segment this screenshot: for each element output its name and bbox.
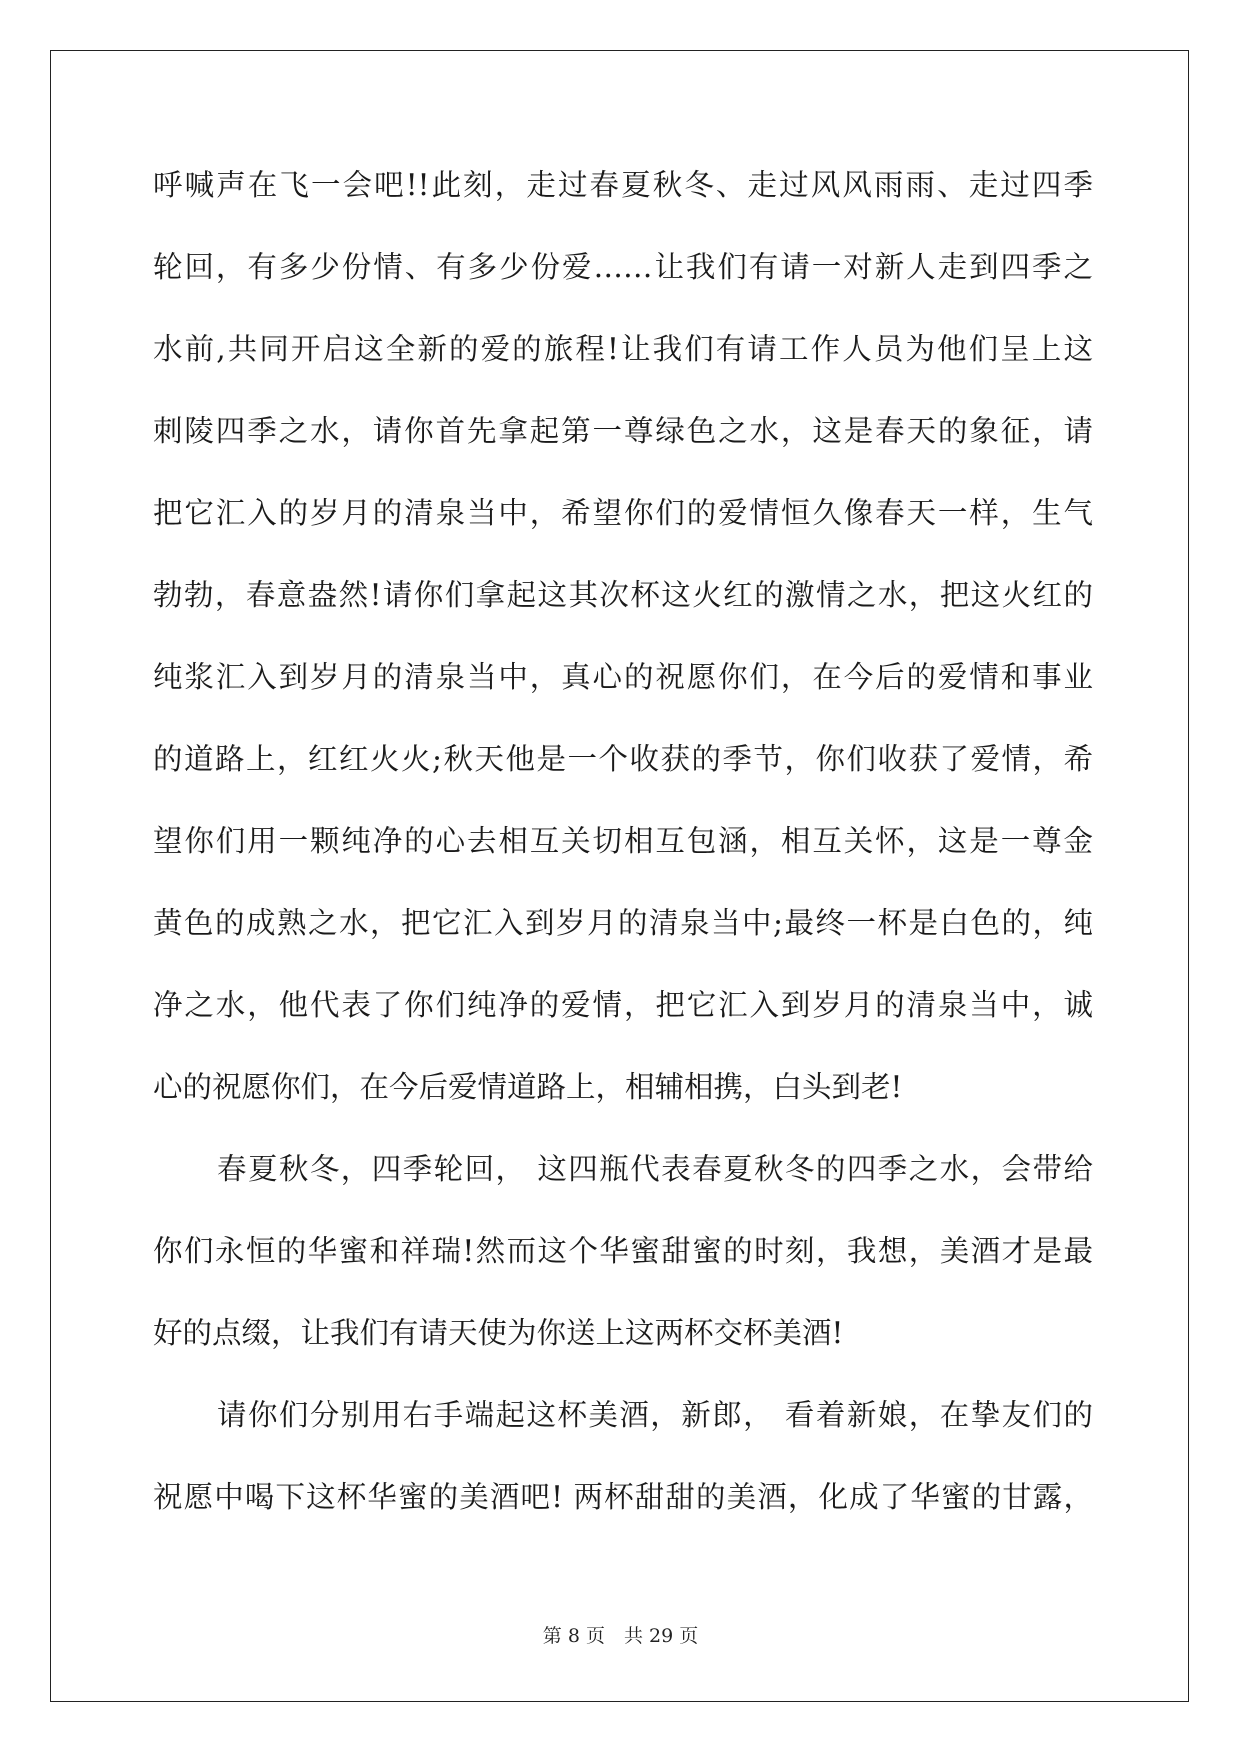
text-line: 黄色的成熟之水，把它汇入到岁月的清泉当中;最终一杯是白色的，纯: [153, 906, 1093, 940]
paragraph-first-line: 春夏秋冬，四季轮回， 这四瓶代表春夏秋冬的四季之水，会带给: [217, 1152, 1093, 1186]
text-line: 的道路上，红红火火;秋天他是一个收获的季节，你们收获了爱情，希: [153, 742, 1093, 776]
page-number-footer: [0, 1621, 1241, 1648]
text-line: 勃勃，春意盎然!请你们拿起这其次杯这火红的激情之水，把这火红的: [153, 578, 1093, 612]
text-line: 好的点缀，让我们有请天使为你送上这两杯交杯美酒!: [153, 1316, 844, 1350]
text-line: 纯浆汇入到岁月的清泉当中，真心的祝愿你们，在今后的爱情和事业: [153, 660, 1093, 694]
text-line: 祝愿中喝下这杯华蜜的美酒吧! 两杯甜甜的美酒，化成了华蜜的甘露，: [153, 1480, 1093, 1514]
text-line: 呼喊声在飞一会吧!!此刻，走过春夏秋冬、走过风风雨雨、走过四季: [153, 168, 1093, 202]
document-body: [153, 160, 1093, 1554]
text-line: 你们永恒的华蜜和祥瑞!然而这个华蜜甜蜜的时刻，我想，美酒才是最: [153, 1234, 1093, 1268]
text-line: 轮回，有多少份情、有多少份爱……让我们有请一对新人走到四季之: [153, 250, 1093, 284]
text-line: 把它汇入的岁月的清泉当中，希望你们的爱情恒久像春天一样，生气: [153, 496, 1093, 530]
text-line: 净之水，他代表了你们纯净的爱情，把它汇入到岁月的清泉当中，诚: [153, 988, 1093, 1022]
text-line: 心的祝愿你们，在今后爱情道路上，相辅相携，白头到老!: [153, 1070, 903, 1104]
paragraph-first-line: 请你们分别用右手端起这杯美酒，新郎， 看着新娘，在挚友们的: [217, 1398, 1093, 1432]
text-line: 望你们用一颗纯净的心去相互关切相互包涵，相互关怀，这是一尊金: [153, 824, 1093, 858]
text-line: 刺陵四季之水，请你首先拿起第一尊绿色之水，这是春天的象征，请: [153, 414, 1093, 448]
text-line: 水前,共同开启这全新的爱的旅程!让我们有请工作人员为他们呈上这: [153, 332, 1093, 366]
page-number-label: 第 8 页 共 29 页: [542, 1625, 699, 1647]
